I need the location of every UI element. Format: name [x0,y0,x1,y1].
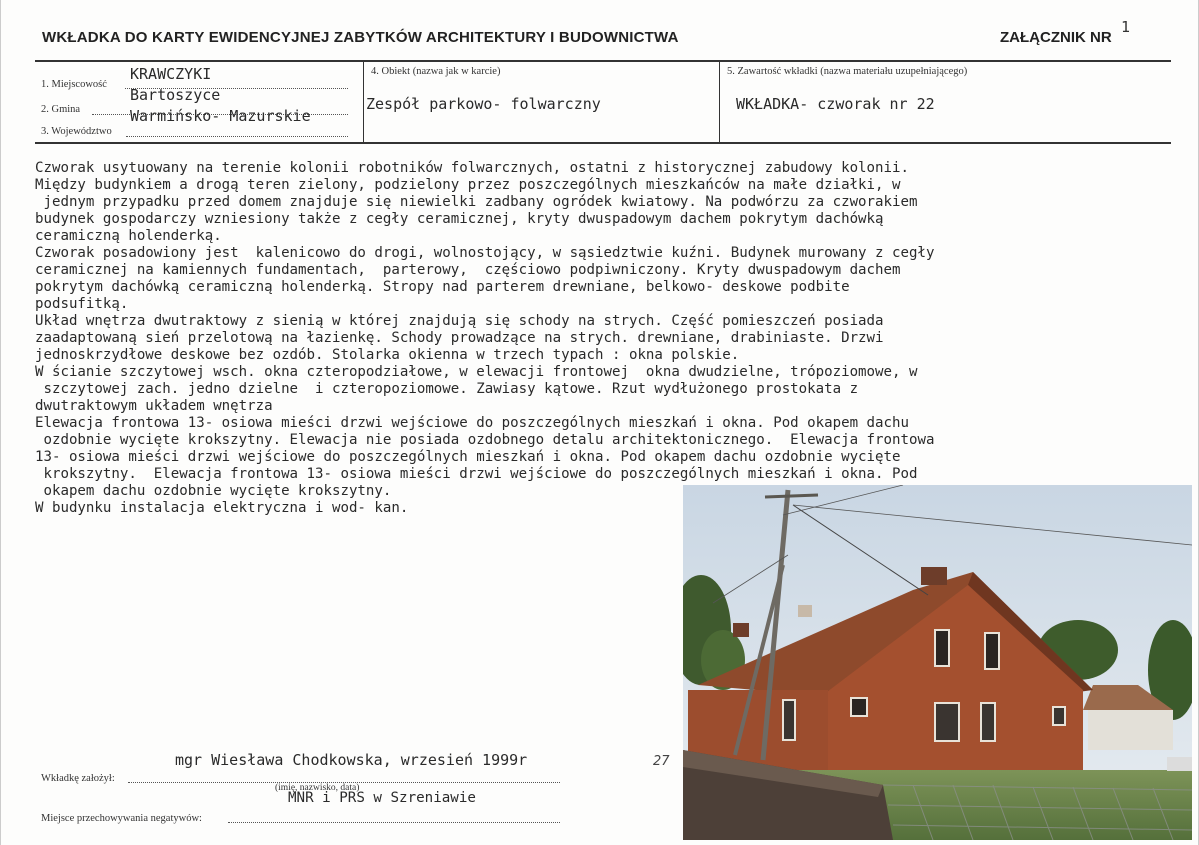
body-line: Między budynkiem a drogą teren zielony, podzielony przez poszczególnych mieszkańców na małe działki, w [35,177,901,193]
building-photo [683,485,1192,840]
storage-dots [228,822,560,823]
author-label: Wkładkę założył: [41,773,115,784]
locality-value: KRAWCZYKI [130,65,212,83]
author-hint: (imię, nazwisko, data) [275,783,360,793]
description-body [35,160,1175,517]
object-label: 4. Obiekt (nazwa jak w karcie) [371,66,501,77]
body-line: ceramiczną holenderką. [35,228,222,244]
municipality-label: 2. Gmina [41,104,81,115]
body-line: dwutraktowym układem wnętrza [35,398,273,414]
fields-bottom-rule [35,142,1171,144]
top-rule [35,60,1171,62]
body-line: okapem dachu ozdobnie wycięte krokszytny. [35,483,392,499]
body-line: budynek gospodarczy wzniesiony także z cegły ceramicznej, kryty dwuspadowym dachem pokrytym dachówką [35,211,884,227]
body-line: ceramicznej na kamiennych fundamentach, parterowy, częściowo podpiwniczony. Kryty dwuspadowym dachem [35,262,901,278]
body-line: zaadaptowaną sień przelotową na łazienkę. Schody prowadzące na strych. drewniane, drabiniaste. Drzwi [35,330,884,346]
body-line: jednym przypadku przed domem znajduje się niewielki zadbany ogródek kwiatowy. Na podwórzu za czworakiem [35,194,918,210]
storage-label: Miejsce przechowywania negatywów: [41,813,202,824]
body-line: W budynku instalacja elektryczna i wod- kan. [35,500,409,516]
voivodeship-value: Warmińsko- Mazurskie [130,107,311,125]
annex-number: 1 [1121,18,1131,36]
object-value: Zespół parkowo- folwarczny [366,95,601,113]
field-divider-1 [363,61,364,143]
body-line: ozdobnie wycięte krokszytny. Elewacja nie posiada ozdobnego detalu architektonicznego. Elewacja frontowa [35,432,935,448]
municipality-value: Bartoszyce [130,86,221,104]
body-line: pokrytym dachówką ceramiczną holenderką. Stropy nad parterem drewniane, belkowo- deskowe podbite [35,279,850,295]
body-line: krokszytny. Elewacja frontowa 13- osiowa mieści drzwi wejściowe do poszczególnych mieszkań i okna. Pod [35,466,918,482]
document-title: WKŁADKA DO KARTY EWIDENCYJNEJ ZABYTKÓW ARCHITEKTURY I BUDOWNICTWA [42,29,679,46]
storage-typed: MNR i PRS w Szreniawie [288,790,476,806]
body-line: Elewacja frontowa 13- osiowa mieści drzwi wejściowe do poszczególnych mieszkań i okna. Pod okapem dachu [35,415,909,431]
body-line: jednoskrzydłowe deskowe bez ozdób. Stolarka okienna w trzech typach : okna polskie. [35,347,740,363]
locality-label: 1. Miejscowość [41,79,107,90]
field-divider-2 [719,61,720,143]
body-line: Czworak posadowiony jest kalenicowo do drogi, wolnostojący, w sąsiedztwie kuźni. Budynek murowany z cegły [35,245,935,261]
body-line: Czworak usytuowany na terenie kolonii robotników folwarcznych, ostatni z historycznej zabudowy kolonii. [35,160,909,176]
voivodeship-dots [126,136,348,137]
annex-label: ZAŁĄCZNIK NR [1000,29,1112,46]
voivodeship-label: 3. Województwo [41,126,112,137]
body-line: W ścianie szczytowej wsch. okna czteropodziałowe, w elewacji frontowej okna dwudzielne, trópoziomowe, w [35,364,918,380]
author-typed: mgr Wiesława Chodkowska, wrzesień 1999r [175,751,528,769]
body-line: 13- osiowa mieści drzwi wejściowe do poszczególnych mieszkań i okna. Pod okapem dachu ozdobnie wycięte [35,449,901,465]
body-line: szczytowej zach. jedno dzielne i czteropoziomowe. Zawiasy kątowe. Rzut wydłużonego prostokata z [35,381,859,397]
handwritten-note: 27 [653,754,670,769]
content-label: 5. Zawartość wkładki (nazwa materiału uzupełniającego) [727,66,968,77]
body-line: podsufitką. [35,296,129,312]
content-value: WKŁADKA- czworak nr 22 [736,95,935,113]
body-line: Układ wnętrza dwutraktowy z sienią w której znajdują się schody na strych. Część pomieszczeń posiada [35,313,884,329]
